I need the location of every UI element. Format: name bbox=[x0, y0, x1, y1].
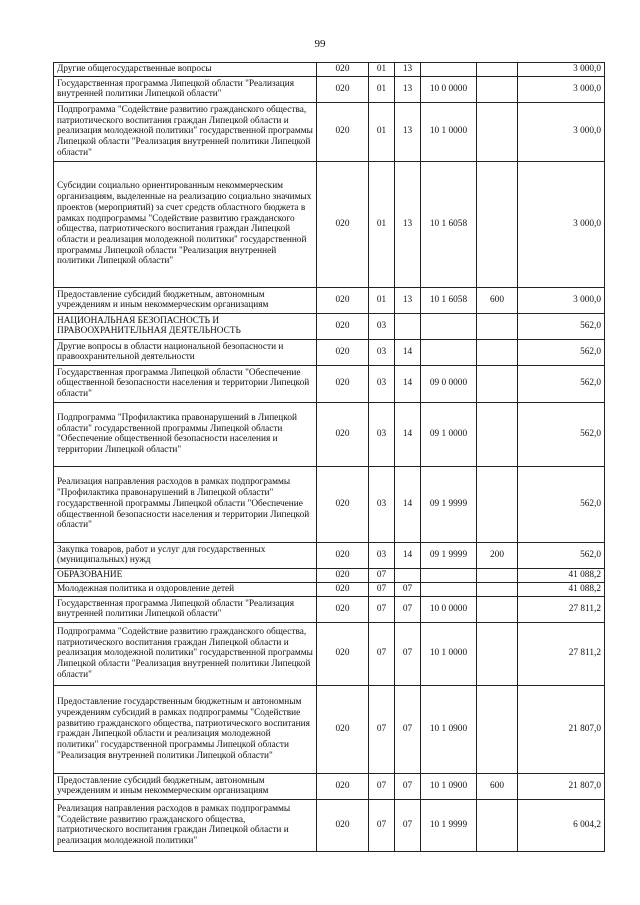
expense-name-cell: Государственная программа Липецкой области "Реализация внутренней политики Липецкой области" bbox=[54, 596, 317, 622]
subsection-code-cell bbox=[395, 568, 421, 582]
amount-cell: 41 088,2 bbox=[518, 582, 605, 596]
expense-name-cell: Другие вопросы в области национальной безопасности и правоохранительной деятельности bbox=[54, 339, 317, 365]
amount-cell: 3 000,0 bbox=[518, 76, 605, 102]
expense-name-cell: Подпрограмма "Содействие развитию гражданского общества, патриотического воспитания граждан Липецкой области и реализация молодежной политики" государственной программы Липецкой области "Реализация внутренней политики Липецкой области" bbox=[54, 622, 317, 685]
expense-name-cell: Подпрограмма "Профилактика правонарушений в Липецкой области" государственной программы Липецкой области "Обеспечение общественной безопасности населения и территории Липецкой области" bbox=[54, 402, 317, 466]
expense-name-cell: Реализация направления расходов в рамках подпрограммы "Содействие развитию гражданского общества, патриотического воспитания граждан Липецкой области и реализация молодежной политики" bbox=[54, 799, 317, 851]
table-row bbox=[54, 466, 605, 542]
page-number: 99 bbox=[314, 38, 326, 50]
amount-cell: 3 000,0 bbox=[518, 63, 605, 77]
table-row bbox=[54, 799, 605, 851]
expense-type-cell bbox=[477, 685, 518, 773]
expense-type-cell bbox=[477, 466, 518, 542]
department-code-cell: 020 bbox=[317, 799, 369, 851]
amount-cell: 21 807,0 bbox=[518, 773, 605, 799]
table-row bbox=[54, 365, 605, 402]
expense-name-cell: Государственная программа Липецкой области "Реализация внутренней политики Липецкой области" bbox=[54, 76, 317, 102]
expense-type-cell: 200 bbox=[477, 542, 518, 568]
table-row bbox=[54, 102, 605, 161]
subsection-code-cell: 14 bbox=[395, 365, 421, 402]
department-code-cell: 020 bbox=[317, 287, 369, 313]
expense-name-cell: Субсидии социально ориентированным некоммерческим организациям, выделенные на реализацию социально значимых проектов (мероприятий) за счет средств областного бюджета в рамках подпрограммы "Содействие развитию гражданского общества, патриотического воспитания граждан Липецкой области и реализация молодежной политики" государственной программы Липецкой области "Реализация внутренней политики Липецкой области" bbox=[54, 161, 317, 287]
department-code-cell: 020 bbox=[317, 313, 369, 339]
section-code-cell: 07 bbox=[369, 799, 395, 851]
target-article-cell: 10 1 0900 bbox=[421, 773, 477, 799]
expense-type-cell bbox=[477, 596, 518, 622]
department-code-cell: 020 bbox=[317, 466, 369, 542]
target-article-cell bbox=[421, 313, 477, 339]
expense-type-cell bbox=[477, 161, 518, 287]
amount-cell: 562,0 bbox=[518, 466, 605, 542]
section-code-cell: 03 bbox=[369, 542, 395, 568]
amount-cell: 562,0 bbox=[518, 313, 605, 339]
department-code-cell: 020 bbox=[317, 63, 369, 77]
section-code-cell: 01 bbox=[369, 76, 395, 102]
expense-name-cell: Предоставление государственным бюджетным и автономным учреждениям субсидий в рамках подпрограммы "Содействие развитию гражданского общества, патриотического воспитания граждан Липецкой области и реализация молодежной политики" государственной программы Липецкой области "Реализация внутренней политики Липецкой области" bbox=[54, 685, 317, 773]
table-row bbox=[54, 568, 605, 582]
department-code-cell: 020 bbox=[317, 685, 369, 773]
table-row bbox=[54, 582, 605, 596]
target-article-cell bbox=[421, 582, 477, 596]
expense-type-cell: 600 bbox=[477, 287, 518, 313]
table-row bbox=[54, 63, 605, 77]
expense-type-cell bbox=[477, 339, 518, 365]
amount-cell: 6 004,2 bbox=[518, 799, 605, 851]
section-code-cell: 03 bbox=[369, 313, 395, 339]
subsection-code-cell: 07 bbox=[395, 685, 421, 773]
target-article-cell: 10 1 0000 bbox=[421, 102, 477, 161]
section-code-cell: 01 bbox=[369, 63, 395, 77]
subsection-code-cell: 14 bbox=[395, 542, 421, 568]
section-code-cell: 01 bbox=[369, 287, 395, 313]
amount-cell: 3 000,0 bbox=[518, 287, 605, 313]
target-article-cell: 10 0 0000 bbox=[421, 596, 477, 622]
section-code-cell: 07 bbox=[369, 622, 395, 685]
department-code-cell: 020 bbox=[317, 76, 369, 102]
section-code-cell: 03 bbox=[369, 402, 395, 466]
expense-name-cell: Молодежная политика и оздоровление детей bbox=[54, 582, 317, 596]
department-code-cell: 020 bbox=[317, 773, 369, 799]
subsection-code-cell: 07 bbox=[395, 582, 421, 596]
target-article-cell: 10 1 6058 bbox=[421, 161, 477, 287]
department-code-cell: 020 bbox=[317, 161, 369, 287]
table-row bbox=[54, 161, 605, 287]
department-code-cell: 020 bbox=[317, 622, 369, 685]
section-code-cell: 01 bbox=[369, 102, 395, 161]
subsection-code-cell: 13 bbox=[395, 63, 421, 77]
table-row bbox=[54, 542, 605, 568]
section-code-cell: 03 bbox=[369, 466, 395, 542]
amount-cell: 562,0 bbox=[518, 542, 605, 568]
department-code-cell: 020 bbox=[317, 568, 369, 582]
amount-cell: 562,0 bbox=[518, 402, 605, 466]
department-code-cell: 020 bbox=[317, 402, 369, 466]
expense-name-cell: Другие общегосударственные вопросы bbox=[54, 63, 317, 77]
target-article-cell: 09 1 9999 bbox=[421, 466, 477, 542]
subsection-code-cell: 14 bbox=[395, 402, 421, 466]
section-code-cell: 07 bbox=[369, 596, 395, 622]
table-row bbox=[54, 596, 605, 622]
expense-type-cell bbox=[477, 102, 518, 161]
target-article-cell: 09 0 0000 bbox=[421, 365, 477, 402]
section-code-cell: 07 bbox=[369, 568, 395, 582]
expense-name-cell: Предоставление субсидий бюджетным, автономным учреждениям и иным некоммерческим организациям bbox=[54, 773, 317, 799]
table-row bbox=[54, 313, 605, 339]
expense-name-cell: ОБРАЗОВАНИЕ bbox=[54, 568, 317, 582]
target-article-cell: 10 1 9999 bbox=[421, 799, 477, 851]
department-code-cell: 020 bbox=[317, 582, 369, 596]
subsection-code-cell bbox=[395, 313, 421, 339]
expense-type-cell bbox=[477, 402, 518, 466]
budget-table-body bbox=[54, 63, 605, 852]
expense-type-cell bbox=[477, 63, 518, 77]
expense-type-cell bbox=[477, 76, 518, 102]
table-row bbox=[54, 339, 605, 365]
expense-type-cell: 600 bbox=[477, 773, 518, 799]
expense-name-cell: Предоставление субсидий бюджетным, автономным учреждениям и иным некоммерческим организациям bbox=[54, 287, 317, 313]
subsection-code-cell: 13 bbox=[395, 287, 421, 313]
amount-cell: 3 000,0 bbox=[518, 161, 605, 287]
subsection-code-cell: 14 bbox=[395, 466, 421, 542]
expense-name-cell: Подпрограмма "Содействие развитию гражданского общества, патриотического воспитания граждан Липецкой области и реализация молодежной политики" государственной программы Липецкой области "Реализация внутренней политики Липецкой области" bbox=[54, 102, 317, 161]
subsection-code-cell: 07 bbox=[395, 622, 421, 685]
expense-type-cell bbox=[477, 568, 518, 582]
amount-cell: 562,0 bbox=[518, 365, 605, 402]
subsection-code-cell: 07 bbox=[395, 596, 421, 622]
section-code-cell: 07 bbox=[369, 773, 395, 799]
expense-type-cell bbox=[477, 622, 518, 685]
expense-type-cell bbox=[477, 582, 518, 596]
subsection-code-cell: 13 bbox=[395, 76, 421, 102]
section-code-cell: 03 bbox=[369, 339, 395, 365]
expense-name-cell: Закупка товаров, работ и услуг для государственных (муниципальных) нужд bbox=[54, 542, 317, 568]
target-article-cell bbox=[421, 568, 477, 582]
department-code-cell: 020 bbox=[317, 102, 369, 161]
section-code-cell: 07 bbox=[369, 685, 395, 773]
amount-cell: 27 811,2 bbox=[518, 622, 605, 685]
budget-table bbox=[53, 62, 605, 852]
table-row bbox=[54, 622, 605, 685]
expense-name-cell: НАЦИОНАЛЬНАЯ БЕЗОПАСНОСТЬ И ПРАВООХРАНИТЕЛЬНАЯ ДЕЯТЕЛЬНОСТЬ bbox=[54, 313, 317, 339]
table-row bbox=[54, 287, 605, 313]
target-article-cell bbox=[421, 339, 477, 365]
section-code-cell: 07 bbox=[369, 582, 395, 596]
department-code-cell: 020 bbox=[317, 339, 369, 365]
target-article-cell: 10 0 0000 bbox=[421, 76, 477, 102]
table-row bbox=[54, 773, 605, 799]
target-article-cell bbox=[421, 63, 477, 77]
subsection-code-cell: 07 bbox=[395, 773, 421, 799]
table-row bbox=[54, 402, 605, 466]
section-code-cell: 03 bbox=[369, 365, 395, 402]
subsection-code-cell: 07 bbox=[395, 799, 421, 851]
department-code-cell: 020 bbox=[317, 542, 369, 568]
target-article-cell: 09 1 9999 bbox=[421, 542, 477, 568]
amount-cell: 21 807,0 bbox=[518, 685, 605, 773]
section-code-cell: 01 bbox=[369, 161, 395, 287]
amount-cell: 41 088,2 bbox=[518, 568, 605, 582]
target-article-cell: 09 1 0000 bbox=[421, 402, 477, 466]
table-row bbox=[54, 685, 605, 773]
expense-name-cell: Реализация направления расходов в рамках подпрограммы "Профилактика правонарушений в Липецкой области" государственной программы Липецкой области "Обеспечение общественной безопасности населения и территории Липецкой области" bbox=[54, 466, 317, 542]
expense-type-cell bbox=[477, 365, 518, 402]
expense-name-cell: Государственная программа Липецкой области "Обеспечение общественной безопасности населения и территории Липецкой области" bbox=[54, 365, 317, 402]
department-code-cell: 020 bbox=[317, 365, 369, 402]
department-code-cell: 020 bbox=[317, 596, 369, 622]
amount-cell: 3 000,0 bbox=[518, 102, 605, 161]
subsection-code-cell: 14 bbox=[395, 339, 421, 365]
amount-cell: 562,0 bbox=[518, 339, 605, 365]
amount-cell: 27 811,2 bbox=[518, 596, 605, 622]
expense-type-cell bbox=[477, 313, 518, 339]
subsection-code-cell: 13 bbox=[395, 161, 421, 287]
target-article-cell: 10 1 6058 bbox=[421, 287, 477, 313]
expense-type-cell bbox=[477, 799, 518, 851]
subsection-code-cell: 13 bbox=[395, 102, 421, 161]
table-row bbox=[54, 76, 605, 102]
target-article-cell: 10 1 0900 bbox=[421, 685, 477, 773]
target-article-cell: 10 1 0000 bbox=[421, 622, 477, 685]
